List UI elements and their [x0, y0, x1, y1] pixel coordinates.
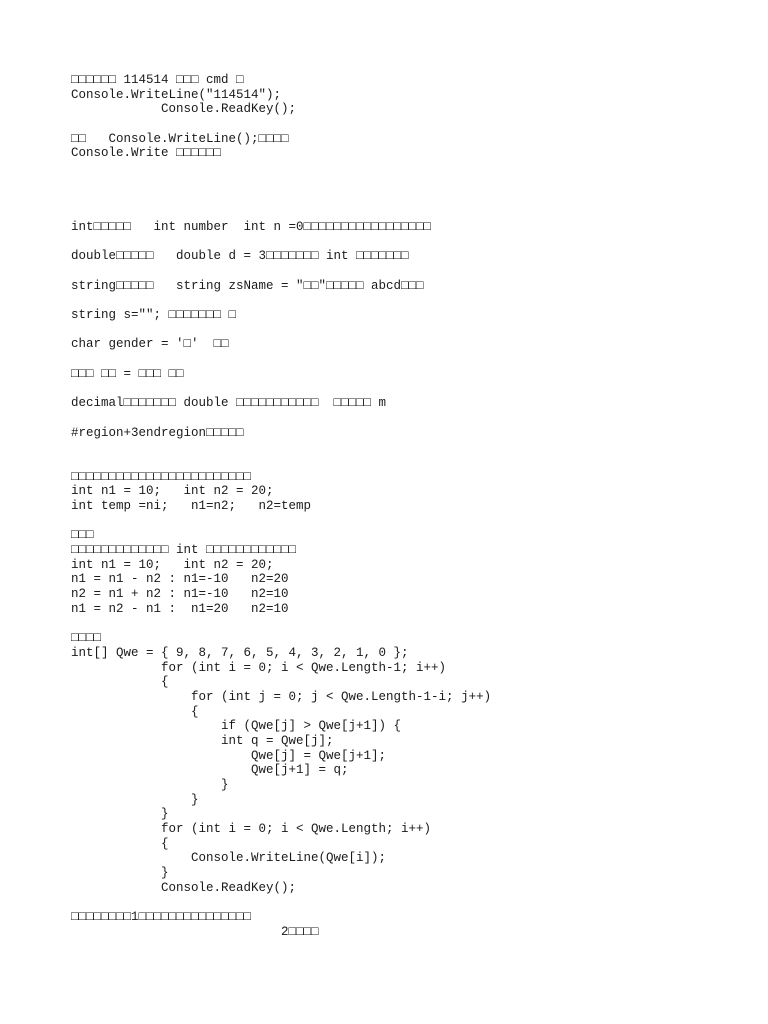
- text-line: [71, 264, 751, 279]
- text-line: double□□□□□ double d = 3□□□□□□□ int □□□□□□□: [71, 249, 409, 264]
- text-line: 2□□□□: [71, 924, 319, 939]
- text-line: Console.Write □□□□□□: [71, 146, 222, 161]
- text-line: [71, 235, 751, 250]
- text-line: Console.ReadKey();: [71, 102, 297, 117]
- text-line: int n1 = 10; int n2 = 20;: [71, 557, 274, 572]
- text-line: }: [71, 807, 169, 822]
- text-line: [71, 205, 751, 220]
- text-line: □□□□: [71, 631, 102, 646]
- text-line: for (int i = 0; i < Qwe.Length; i++): [71, 822, 432, 837]
- document-body: [71, 73, 751, 940]
- text-line: {: [71, 675, 169, 690]
- text-line: int temp =ni; n1=n2; n2=temp: [71, 498, 312, 513]
- text-line: for (int i = 0; i < Qwe.Length-1; i++): [71, 660, 447, 675]
- text-line: {: [71, 836, 169, 851]
- text-line: if (Qwe[j] > Qwe[j+1]) {: [71, 719, 402, 734]
- text-line: n2 = n1 + n2 : n1=-10 n2=10: [71, 587, 289, 602]
- text-line: Qwe[j] = Qwe[j+1];: [71, 748, 387, 763]
- text-line: [71, 117, 751, 132]
- text-line: [71, 191, 751, 206]
- text-line: }: [71, 866, 169, 881]
- text-line: int□□□□□ int number int n =0□□□□□□□□□□□□□□□□□: [71, 219, 432, 234]
- text-line: [71, 323, 751, 338]
- text-line: for (int j = 0; j < Qwe.Length-1-i; j++): [71, 689, 492, 704]
- text-line: string□□□□□ string zsName = "□□"□□□□□ abcd□□□: [71, 278, 424, 293]
- text-line: □□□ □□ = □□□ □□: [71, 366, 184, 381]
- text-line: }: [71, 778, 229, 792]
- text-line: [71, 161, 751, 176]
- text-line: [71, 455, 751, 470]
- text-line: int q = Qwe[j];: [71, 733, 334, 748]
- text-line: n1 = n1 - n2 : n1=-10 n2=20: [71, 572, 289, 587]
- text-line: decimal□□□□□□□ double □□□□□□□□□□□ □□□□□ m: [71, 396, 387, 411]
- text-line: Console.WriteLine("114514");: [71, 87, 282, 102]
- text-line: int[] Qwe = { 9, 8, 7, 6, 5, 4, 3, 2, 1, 0 };: [71, 645, 409, 660]
- text-line: {: [71, 704, 199, 719]
- text-line: }: [71, 792, 199, 807]
- text-line: □□□□□□□□□□□□□□□□□□□□□□□□: [71, 469, 252, 484]
- text-line: [71, 896, 751, 911]
- text-line: □□□: [71, 528, 94, 543]
- text-line: □□ Console.WriteLine();□□□□: [71, 131, 289, 146]
- text-line: [71, 381, 751, 396]
- text-line: string s=""; □□□□□□□ □: [71, 308, 237, 322]
- text-line: □□□□□□ 114514 □□□ cmd □: [71, 73, 244, 87]
- text-line: □□□□□□□□□□□□□ int □□□□□□□□□□□□: [71, 543, 297, 557]
- text-line: [71, 352, 751, 367]
- text-line: [71, 176, 751, 191]
- text-line: [71, 411, 751, 426]
- text-line: Console.ReadKey();: [71, 880, 297, 895]
- text-line: [71, 440, 751, 455]
- text-line: char gender = '□' □□: [71, 337, 229, 352]
- text-line: n1 = n2 - n1 : n1=20 n2=10: [71, 601, 289, 616]
- text-line: [71, 293, 751, 308]
- text-line: [71, 514, 751, 529]
- text-line: Console.WriteLine(Qwe[i]);: [71, 851, 387, 866]
- text-line: □□□□□□□□1□□□□□□□□□□□□□□□: [71, 910, 252, 925]
- text-line: [71, 616, 751, 631]
- text-line: Qwe[j+1] = q;: [71, 763, 349, 778]
- text-line: int n1 = 10; int n2 = 20;: [71, 484, 274, 499]
- text-line: #region+3endregion□□□□□: [71, 425, 244, 440]
